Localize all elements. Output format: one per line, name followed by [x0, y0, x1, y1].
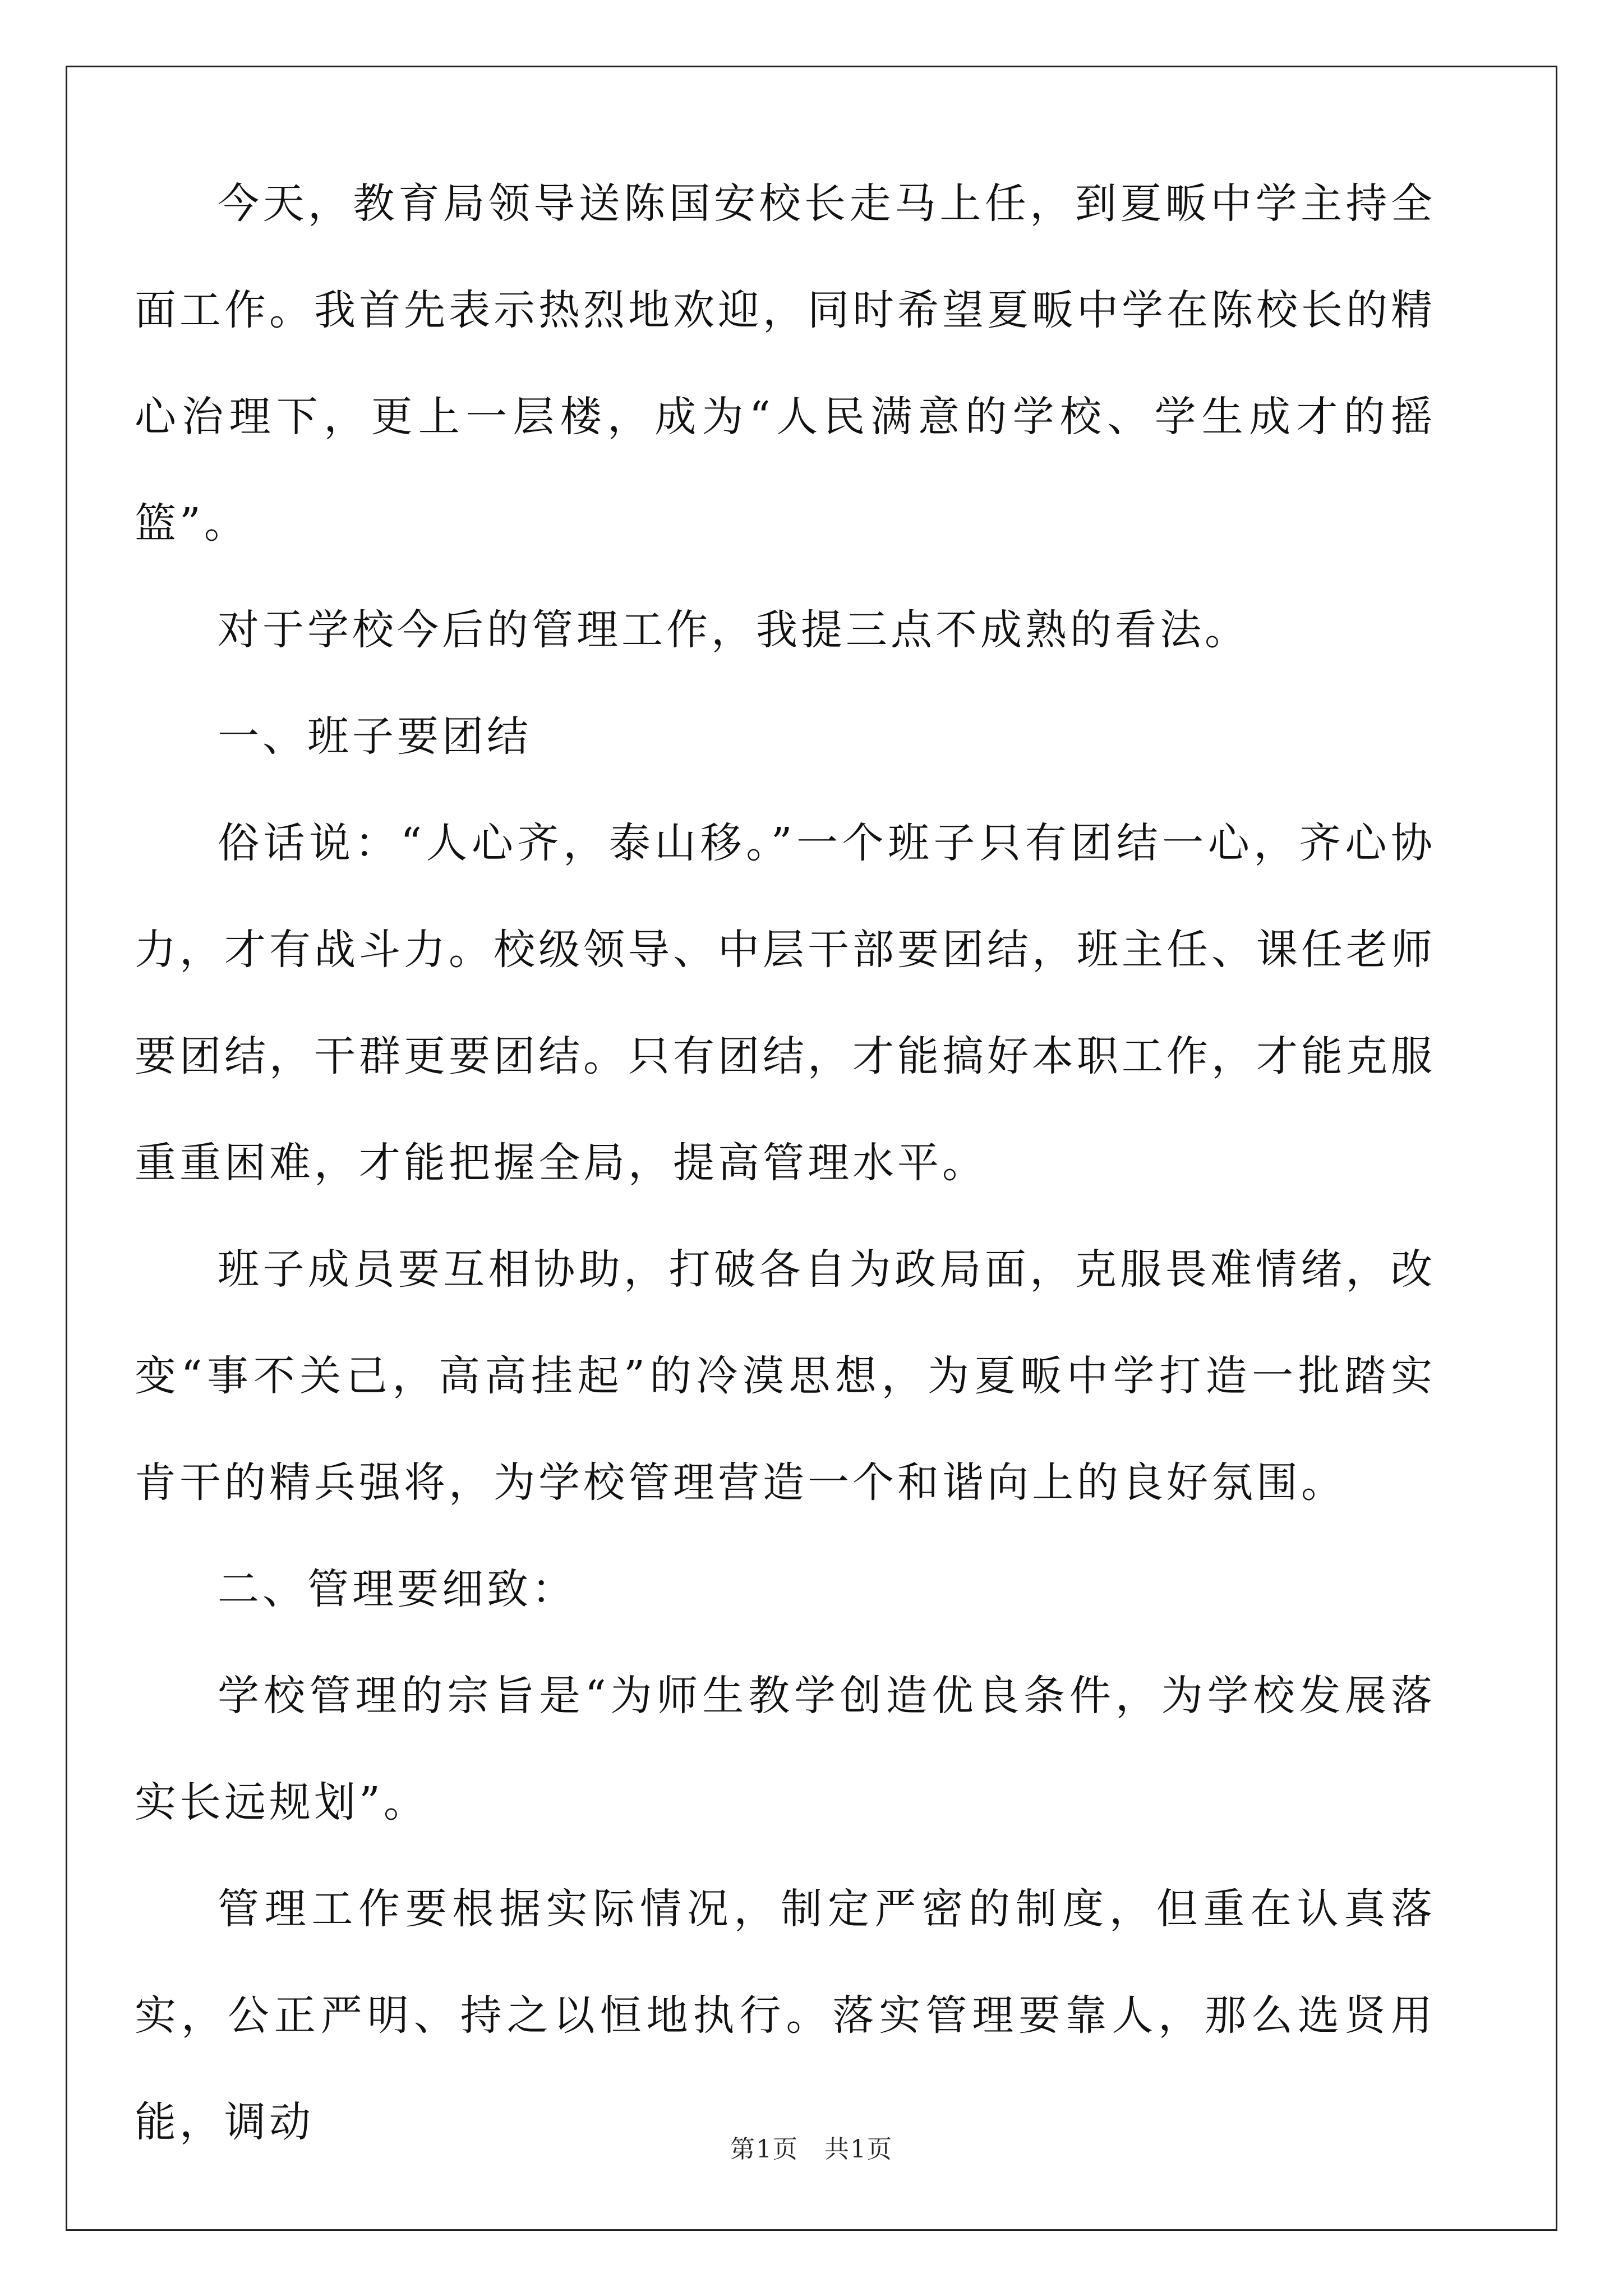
heading-management-detail: 二、管理要细致：: [218, 1565, 577, 1613]
page-number-footer: 第1页 共1页: [730, 2135, 893, 2164]
paragraph-team-members: 班子成员要互相协助，打破各自为政局面，克服畏难情绪，改变“事不关己，高高挂起”的冷漠思想，为夏畈中学打造一批踏实肯干的精兵强将，为学校管理营造一个和谐向上的良好氛围。: [135, 1245, 1436, 1507]
paragraph-intro: 今天，教育局领导送陈国安校长走马上任，到夏畈中学主持全面工作。我首先表示热烈地欢迎，同时希望夏畈中学在陈校长的精心治理下，更上一层楼，成为“人民满意的学校、学生成才的摇篮”。: [135, 180, 1436, 547]
heading-team-unity: 一、班子要团结: [218, 712, 532, 761]
document-body: [135, 150, 1436, 2175]
paragraph-opinions: 对于学校今后的管理工作，我提三点不成熟的看法。: [218, 606, 1249, 654]
paragraph-management-work: 管理工作要根据实际情况，制定严密的制度，但重在认真落实，公正严明、持之以恒地执行。落实管理要靠人，那么选贤用能，调动: [135, 1885, 1436, 2146]
paragraph-management-purpose: 学校管理的宗旨是“为师生教学创造优良条件，为学校发展落实长远规划”。: [135, 1672, 1436, 1826]
paragraph-proverb: 俗话说：“人心齐，泰山移。”一个班子只有团结一心，齐心协力，才有战斗力。校级领导、中层干部要团结，班主任、课任老师要团结，干群更要团结。只有团结，才能搞好本职工作，才能克服重重困难，才能把握全局，提高管理水平。: [135, 819, 1436, 1187]
